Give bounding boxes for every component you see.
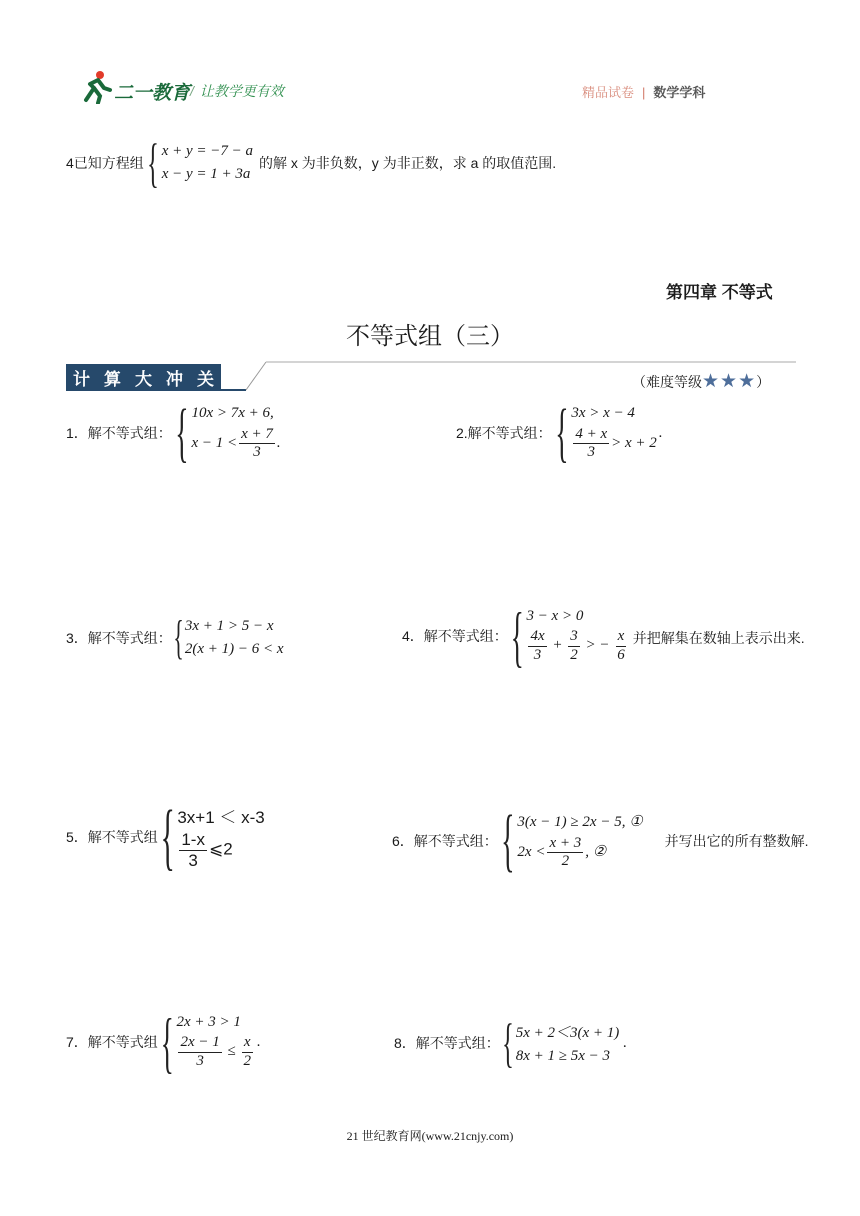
logo-text: 二一教育 (114, 83, 191, 104)
problem-2: 2.解不等式组： { 3x > x − 4 $\frac{4 + x}{3}$ > x + 2 . (456, 396, 663, 469)
footer-source: 21 世纪教育网(www.21cnjy.com) (346, 1129, 514, 1143)
banner-underline (66, 389, 246, 391)
section-banner: 计 算 大 冲 关 (66, 364, 221, 391)
problem-5: 5．解不等式组 { 3x+1 ＜ x-3 $\frac{1-x}{3}$ ⩽2 (66, 796, 265, 878)
problem-3: 3．解不等式组： { 3x + 1 > 5 − x 2(x + 1) − 6 < x (66, 611, 284, 664)
problem-1: 1．解不等式组： { 10x > 7x + 6, x − 1 < $\frac{x + 7}{3}$ . (66, 396, 281, 469)
problem-6: 6．解不等式组： { 3(x − 1) ≥ 2x − 5, ① 2x < $\frac{x + 3}{2}$ , ② 并写出它的所有整数解. (392, 802, 809, 879)
chapter-title: 第四章 不等式 (666, 283, 773, 302)
difficulty-level: （难度等级★★★） (632, 371, 771, 392)
problem-4: 4．解不等式组： { 3 − x > 0 $\frac{4x}{3}$ + $\frac{3}{2}$ > − $\frac{x}{6}$ 并把解集在数轴上表示出来. (402, 598, 805, 674)
problem-7: 7．解不等式组 { 2x + 3 > 1 $\frac{2x - 1}{3}$ ≤ $\frac{x}{2}$ . (66, 1004, 261, 1080)
page-title: 不等式组（三） (346, 324, 514, 350)
question-4-top: 4 已知方程组 { x + y = −7 − a x − y = 1 + 3a 的解 x 为非负数，y 为非正数，求 a 的取值范围. (66, 133, 557, 193)
logo-runner-icon (78, 70, 114, 106)
problem-8: 8．解不等式组： { 5x + 2＜3(x + 1) 8x + 1 ≥ 5x − 3 . (394, 1013, 628, 1073)
header-subject: 精品试卷 | 数学学科 (582, 85, 706, 100)
slogan: / 让教学更有效 (190, 83, 284, 99)
difficulty-stars-icon: ★★★ (702, 371, 757, 392)
